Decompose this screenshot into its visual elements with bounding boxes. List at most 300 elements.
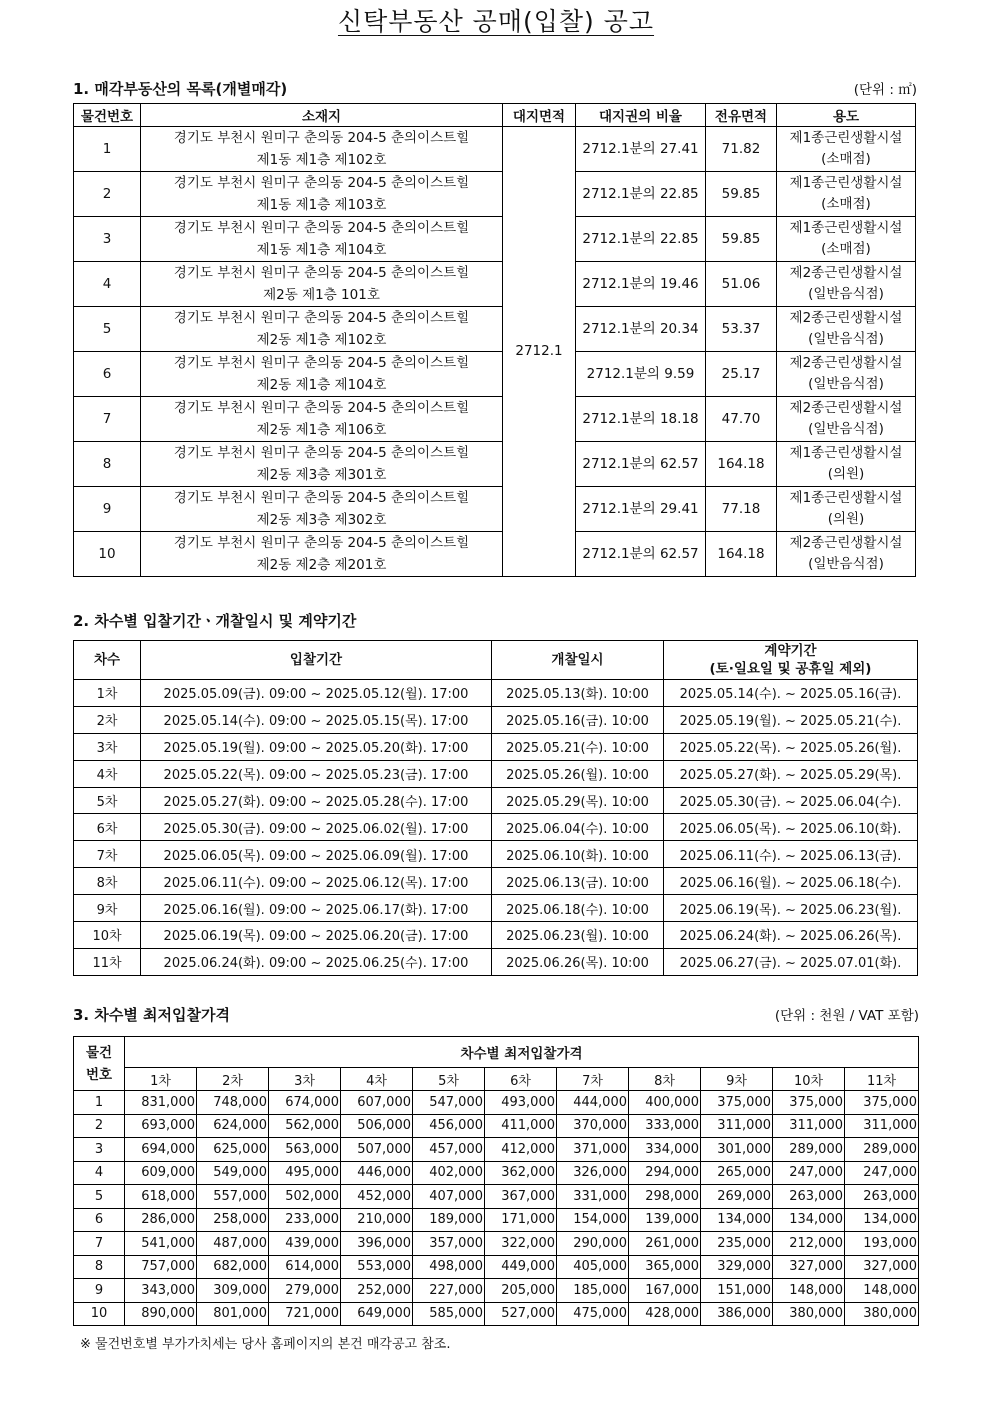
item-number: 2 bbox=[74, 1114, 125, 1138]
round-cell: 6차 bbox=[74, 814, 141, 841]
price-cell: 167,000 bbox=[629, 1279, 701, 1303]
page-title: 신탁부동산 공매(입찰) 공고 bbox=[337, 7, 655, 36]
price-cell: 309,000 bbox=[197, 1279, 269, 1303]
land-ratio-cell: 2712.1분의 20.34 bbox=[576, 307, 706, 352]
table-row bbox=[74, 787, 918, 814]
address-line1: 경기도 부천시 원미구 춘의동 204-5 춘의이스트힐 bbox=[173, 310, 470, 326]
header-cell: 물건번호 bbox=[74, 104, 141, 127]
price-cell: 154,000 bbox=[557, 1208, 629, 1232]
price-cell: 148,000 bbox=[773, 1279, 845, 1303]
table-row bbox=[74, 895, 918, 922]
use-cell bbox=[777, 487, 916, 532]
price-cell: 444,000 bbox=[557, 1091, 629, 1115]
price-cell: 375,000 bbox=[701, 1091, 773, 1115]
use-line1: 제2종근린생활시설 bbox=[789, 535, 903, 551]
table-row bbox=[74, 814, 918, 841]
address-cell bbox=[141, 532, 503, 577]
land-ratio-cell: 2712.1분의 18.18 bbox=[576, 397, 706, 442]
price-cell: 831,000 bbox=[125, 1091, 197, 1115]
address-line2: 제2동 제3층 제302호 bbox=[256, 512, 387, 528]
price-cell: 294,000 bbox=[629, 1161, 701, 1185]
use-cell bbox=[777, 397, 916, 442]
price-cell: 562,000 bbox=[269, 1114, 341, 1138]
use-line2: (일반음식점) bbox=[808, 421, 884, 437]
round-header-cell: 7차 bbox=[557, 1068, 629, 1091]
price-cell: 693,000 bbox=[125, 1114, 197, 1138]
table-row bbox=[74, 733, 918, 760]
use-line2: (의원) bbox=[827, 511, 865, 527]
address-line1: 경기도 부천시 원미구 춘의동 204-5 춘의이스트힐 bbox=[173, 265, 470, 281]
item-number: 10 bbox=[74, 1302, 125, 1326]
bid-cell: 2025.05.27(화). 09:00 ~ 2025.05.28(수). 17:00 bbox=[141, 787, 492, 814]
price-cell: 618,000 bbox=[125, 1185, 197, 1209]
price-cell: 649,000 bbox=[341, 1302, 413, 1326]
contract-cell: 2025.05.22(목). ~ 2025.05.26(월). bbox=[664, 733, 918, 760]
header-cell: 소재지 bbox=[141, 104, 503, 127]
address-cell bbox=[141, 262, 503, 307]
price-cell: 371,000 bbox=[557, 1138, 629, 1162]
exclusive-area-cell: 77.18 bbox=[706, 487, 777, 532]
price-cell: 227,000 bbox=[413, 1279, 485, 1303]
price-cell: 367,000 bbox=[485, 1185, 557, 1209]
header-contract-label: 계약기간 bbox=[764, 643, 817, 659]
address-line1: 경기도 부천시 원미구 춘의동 204-5 춘의이스트힐 bbox=[173, 400, 470, 416]
table-row bbox=[74, 1185, 919, 1209]
table-row bbox=[74, 217, 916, 262]
round-header-cell: 6차 bbox=[485, 1068, 557, 1091]
price-cell: 502,000 bbox=[269, 1185, 341, 1209]
contract-cell: 2025.05.27(화). ~ 2025.05.29(목). bbox=[664, 760, 918, 787]
table-row bbox=[74, 262, 916, 307]
use-cell bbox=[777, 172, 916, 217]
address-cell bbox=[141, 487, 503, 532]
address-line1: 경기도 부천시 원미구 춘의동 204-5 춘의이스트힐 bbox=[173, 355, 470, 371]
price-cell: 289,000 bbox=[773, 1138, 845, 1162]
schedule-table bbox=[73, 640, 918, 976]
property-list-table bbox=[73, 103, 916, 577]
table-row bbox=[74, 442, 916, 487]
price-cell: 247,000 bbox=[845, 1161, 919, 1185]
use-cell bbox=[777, 262, 916, 307]
price-cell: 801,000 bbox=[197, 1302, 269, 1326]
price-cell: 412,000 bbox=[485, 1138, 557, 1162]
item-number: 2 bbox=[74, 172, 141, 217]
use-line1: 제1종근린생활시설 bbox=[789, 220, 903, 236]
address-cell bbox=[141, 217, 503, 262]
round-cell: 10차 bbox=[74, 922, 141, 949]
price-cell: 721,000 bbox=[269, 1302, 341, 1326]
address-cell bbox=[141, 307, 503, 352]
price-cell: 139,000 bbox=[629, 1208, 701, 1232]
land-ratio-cell: 2712.1분의 27.41 bbox=[576, 127, 706, 172]
header-opening: 개찰일시 bbox=[492, 641, 664, 680]
price-cell: 247,000 bbox=[773, 1161, 845, 1185]
table-row bbox=[74, 1161, 919, 1185]
contract-cell: 2025.06.11(수). ~ 2025.06.13(금). bbox=[664, 841, 918, 868]
round-header-cell: 9차 bbox=[701, 1068, 773, 1091]
price-cell: 475,000 bbox=[557, 1302, 629, 1326]
price-cell: 609,000 bbox=[125, 1161, 197, 1185]
price-cell: 380,000 bbox=[773, 1302, 845, 1326]
address-cell bbox=[141, 172, 503, 217]
land-ratio-cell: 2712.1분의 9.59 bbox=[576, 352, 706, 397]
round-cell: 11차 bbox=[74, 948, 141, 975]
table-row bbox=[74, 1208, 919, 1232]
price-cell: 553,000 bbox=[341, 1255, 413, 1279]
price-cell: 446,000 bbox=[341, 1161, 413, 1185]
exclusive-area-cell: 47.70 bbox=[706, 397, 777, 442]
vat-note: ※ 물건번호별 부가가치세는 당사 홈페이지의 본건 매각공고 참조. bbox=[80, 1337, 451, 1352]
use-cell bbox=[777, 442, 916, 487]
table-row bbox=[74, 532, 916, 577]
item-number: 5 bbox=[74, 1185, 125, 1209]
round-cell: 3차 bbox=[74, 733, 141, 760]
use-line2: (일반음식점) bbox=[808, 286, 884, 302]
round-cell: 5차 bbox=[74, 787, 141, 814]
bid-cell: 2025.05.19(월). 09:00 ~ 2025.05.20(화). 17:00 bbox=[141, 733, 492, 760]
address-line2: 제2동 제2층 제201호 bbox=[256, 557, 387, 573]
land-ratio-cell: 2712.1분의 62.57 bbox=[576, 532, 706, 577]
price-cell: 682,000 bbox=[197, 1255, 269, 1279]
use-cell bbox=[777, 352, 916, 397]
use-cell bbox=[777, 307, 916, 352]
contract-cell: 2025.06.27(금). ~ 2025.07.01(화). bbox=[664, 948, 918, 975]
price-cell: 311,000 bbox=[773, 1114, 845, 1138]
price-cell: 311,000 bbox=[701, 1114, 773, 1138]
use-cell bbox=[777, 217, 916, 262]
item-number: 8 bbox=[74, 1255, 125, 1279]
address-cell bbox=[141, 127, 503, 172]
price-cell: 331,000 bbox=[557, 1185, 629, 1209]
bid-cell: 2025.05.14(수). 09:00 ~ 2025.05.15(목). 17:00 bbox=[141, 706, 492, 733]
table-row bbox=[74, 1114, 919, 1138]
price-cell: 134,000 bbox=[701, 1208, 773, 1232]
header-cell: 대지면적 bbox=[503, 104, 576, 127]
price-cell: 607,000 bbox=[341, 1091, 413, 1115]
use-line2: (일반음식점) bbox=[808, 331, 884, 347]
open-cell: 2025.05.13(화). 10:00 bbox=[492, 680, 664, 707]
address-line1: 경기도 부천시 원미구 춘의동 204-5 춘의이스트힐 bbox=[173, 175, 470, 191]
price-cell: 370,000 bbox=[557, 1114, 629, 1138]
contract-cell: 2025.06.16(월). ~ 2025.06.18(수). bbox=[664, 868, 918, 895]
price-cell: 322,000 bbox=[485, 1232, 557, 1256]
price-cell: 452,000 bbox=[341, 1185, 413, 1209]
price-cell: 405,000 bbox=[557, 1255, 629, 1279]
address-line1: 경기도 부천시 원미구 춘의동 204-5 춘의이스트힐 bbox=[173, 490, 470, 506]
round-header-cell: 1차 bbox=[125, 1068, 197, 1091]
land-ratio-cell: 2712.1분의 22.85 bbox=[576, 172, 706, 217]
open-cell: 2025.06.13(금). 10:00 bbox=[492, 868, 664, 895]
open-cell: 2025.05.29(목). 10:00 bbox=[492, 787, 664, 814]
min-price-table bbox=[73, 1036, 919, 1326]
exclusive-area-cell: 164.18 bbox=[706, 532, 777, 577]
address-line2: 제2동 제1층 제102호 bbox=[256, 332, 387, 348]
price-cell: 407,000 bbox=[413, 1185, 485, 1209]
contract-cell: 2025.06.19(목). ~ 2025.06.23(월). bbox=[664, 895, 918, 922]
price-cell: 263,000 bbox=[773, 1185, 845, 1209]
address-line2: 제2동 제3층 제301호 bbox=[256, 467, 387, 483]
land-ratio-cell: 2712.1분의 62.57 bbox=[576, 442, 706, 487]
land-ratio-cell: 2712.1분의 22.85 bbox=[576, 217, 706, 262]
price-cell: 263,000 bbox=[845, 1185, 919, 1209]
price-cell: 386,000 bbox=[701, 1302, 773, 1326]
price-cell: 411,000 bbox=[485, 1114, 557, 1138]
price-cell: 279,000 bbox=[269, 1279, 341, 1303]
round-header-cell: 8차 bbox=[629, 1068, 701, 1091]
price-cell: 252,000 bbox=[341, 1279, 413, 1303]
table-row bbox=[74, 1279, 919, 1303]
exclusive-area-cell: 71.82 bbox=[706, 127, 777, 172]
item-number: 5 bbox=[74, 307, 141, 352]
table-row bbox=[74, 1255, 919, 1279]
address-line1: 경기도 부천시 원미구 춘의동 204-5 춘의이스트힐 bbox=[173, 535, 470, 551]
round-cell: 8차 bbox=[74, 868, 141, 895]
use-line2: (소매점) bbox=[821, 151, 871, 167]
round-cell: 9차 bbox=[74, 895, 141, 922]
address-line2: 제2동 제1층 제104호 bbox=[256, 377, 387, 393]
price-cell: 493,000 bbox=[485, 1091, 557, 1115]
contract-cell: 2025.05.14(수). ~ 2025.05.16(금). bbox=[664, 680, 918, 707]
use-line1: 제1종근린생활시설 bbox=[789, 130, 903, 146]
land-ratio-cell: 2712.1분의 29.41 bbox=[576, 487, 706, 532]
bid-cell: 2025.06.05(목). 09:00 ~ 2025.06.09(월). 17:00 bbox=[141, 841, 492, 868]
table-header-row bbox=[74, 641, 918, 680]
price-cell: 547,000 bbox=[413, 1091, 485, 1115]
price-cell: 189,000 bbox=[413, 1208, 485, 1232]
use-line1: 제2종근린생활시설 bbox=[789, 310, 903, 326]
round-cell: 1차 bbox=[74, 680, 141, 707]
price-cell: 507,000 bbox=[341, 1138, 413, 1162]
price-cell: 258,000 bbox=[197, 1208, 269, 1232]
use-line1: 제2종근린생활시설 bbox=[789, 355, 903, 371]
use-line2: (소매점) bbox=[821, 241, 871, 257]
table-row bbox=[74, 1302, 919, 1326]
table-row bbox=[74, 680, 918, 707]
price-cell: 748,000 bbox=[197, 1091, 269, 1115]
price-cell: 134,000 bbox=[845, 1208, 919, 1232]
table-row bbox=[74, 307, 916, 352]
price-cell: 428,000 bbox=[629, 1302, 701, 1326]
price-cell: 527,000 bbox=[485, 1302, 557, 1326]
item-number: 1 bbox=[74, 127, 141, 172]
use-line1: 제2종근린생활시설 bbox=[789, 400, 903, 416]
bid-cell: 2025.05.22(목). 09:00 ~ 2025.05.23(금). 17:00 bbox=[141, 760, 492, 787]
price-cell: 457,000 bbox=[413, 1138, 485, 1162]
header-round: 차수 bbox=[74, 641, 141, 680]
item-number: 10 bbox=[74, 532, 141, 577]
price-cell: 334,000 bbox=[629, 1138, 701, 1162]
header-price-group: 차수별 최저입찰가격 bbox=[125, 1037, 919, 1068]
use-line1: 제1종근린생활시설 bbox=[789, 445, 903, 461]
open-cell: 2025.06.18(수). 10:00 bbox=[492, 895, 664, 922]
price-cell: 396,000 bbox=[341, 1232, 413, 1256]
table-header-row bbox=[74, 104, 916, 127]
address-line1: 경기도 부천시 원미구 춘의동 204-5 춘의이스트힐 bbox=[173, 130, 470, 146]
address-line2: 제1동 제1층 제103호 bbox=[256, 197, 387, 213]
table-row bbox=[74, 922, 918, 949]
price-cell: 757,000 bbox=[125, 1255, 197, 1279]
price-cell: 694,000 bbox=[125, 1138, 197, 1162]
exclusive-area-cell: 59.85 bbox=[706, 217, 777, 262]
price-cell: 614,000 bbox=[269, 1255, 341, 1279]
contract-cell: 2025.06.24(화). ~ 2025.06.26(목). bbox=[664, 922, 918, 949]
round-header-cell: 2차 bbox=[197, 1068, 269, 1091]
use-cell bbox=[777, 532, 916, 577]
price-cell: 449,000 bbox=[485, 1255, 557, 1279]
header-cell: 대지권의 비율 bbox=[576, 104, 706, 127]
table-row bbox=[74, 948, 918, 975]
item-number: 4 bbox=[74, 1161, 125, 1185]
address-line2: 제2동 제1층 제106호 bbox=[256, 422, 387, 438]
header-contract-period bbox=[664, 641, 918, 680]
price-cell: 329,000 bbox=[701, 1255, 773, 1279]
price-cell: 134,000 bbox=[773, 1208, 845, 1232]
address-line1: 경기도 부천시 원미구 춘의동 204-5 춘의이스트힐 bbox=[173, 220, 470, 236]
table-row bbox=[74, 127, 916, 172]
price-cell: 439,000 bbox=[269, 1232, 341, 1256]
price-cell: 487,000 bbox=[197, 1232, 269, 1256]
item-number: 7 bbox=[74, 1232, 125, 1256]
contract-cell: 2025.06.05(목). ~ 2025.06.10(화). bbox=[664, 814, 918, 841]
address-line1: 경기도 부천시 원미구 춘의동 204-5 춘의이스트힐 bbox=[173, 445, 470, 461]
open-cell: 2025.05.16(금). 10:00 bbox=[492, 706, 664, 733]
header-cell: 전유면적 bbox=[706, 104, 777, 127]
section3-unit: (단위 : 천원 / VAT 포함) bbox=[774, 1008, 919, 1024]
header-item-no-line1: 물건 bbox=[85, 1044, 113, 1061]
address-cell bbox=[141, 442, 503, 487]
land-area-cell: 2712.1 bbox=[503, 127, 576, 577]
section1-unit: (단위 : ㎡) bbox=[853, 82, 917, 98]
price-cell: 365,000 bbox=[629, 1255, 701, 1279]
bid-cell: 2025.06.11(수). 09:00 ~ 2025.06.12(목). 17:00 bbox=[141, 868, 492, 895]
price-cell: 171,000 bbox=[485, 1208, 557, 1232]
table-row bbox=[74, 1138, 919, 1162]
open-cell: 2025.05.26(월). 10:00 bbox=[492, 760, 664, 787]
price-cell: 380,000 bbox=[845, 1302, 919, 1326]
land-ratio-cell: 2712.1분의 19.46 bbox=[576, 262, 706, 307]
item-number: 7 bbox=[74, 397, 141, 442]
contract-cell: 2025.05.19(월). ~ 2025.05.21(수). bbox=[664, 706, 918, 733]
use-cell bbox=[777, 127, 916, 172]
section3-heading: 3. 차수별 최저입찰가격 (단위 : 천원 / VAT 포함) bbox=[73, 1006, 919, 1024]
price-cell: 233,000 bbox=[269, 1208, 341, 1232]
price-cell: 541,000 bbox=[125, 1232, 197, 1256]
price-cell: 357,000 bbox=[413, 1232, 485, 1256]
open-cell: 2025.05.21(수). 10:00 bbox=[492, 733, 664, 760]
price-cell: 585,000 bbox=[413, 1302, 485, 1326]
open-cell: 2025.06.04(수). 10:00 bbox=[492, 814, 664, 841]
price-cell: 151,000 bbox=[701, 1279, 773, 1303]
table-row bbox=[74, 868, 918, 895]
price-cell: 185,000 bbox=[557, 1279, 629, 1303]
property-list-body bbox=[74, 127, 916, 577]
table-row bbox=[74, 1091, 919, 1115]
round-cell: 7차 bbox=[74, 841, 141, 868]
price-cell: 625,000 bbox=[197, 1138, 269, 1162]
price-cell: 456,000 bbox=[413, 1114, 485, 1138]
section2-heading: 2. 차수별 입찰기간ㆍ개찰일시 및 계약기간 bbox=[73, 612, 357, 630]
bid-cell: 2025.06.19(목). 09:00 ~ 2025.06.20(금). 17:00 bbox=[141, 922, 492, 949]
price-cell: 326,000 bbox=[557, 1161, 629, 1185]
use-line1: 제1종근린생활시설 bbox=[789, 490, 903, 506]
price-cell: 674,000 bbox=[269, 1091, 341, 1115]
schedule-body bbox=[74, 680, 918, 976]
use-line2: (일반음식점) bbox=[808, 556, 884, 572]
exclusive-area-cell: 164.18 bbox=[706, 442, 777, 487]
price-cell: 333,000 bbox=[629, 1114, 701, 1138]
price-cell: 375,000 bbox=[773, 1091, 845, 1115]
price-cell: 624,000 bbox=[197, 1114, 269, 1138]
table-row bbox=[74, 487, 916, 532]
use-line2: (소매점) bbox=[821, 196, 871, 212]
item-number: 8 bbox=[74, 442, 141, 487]
price-cell: 563,000 bbox=[269, 1138, 341, 1162]
price-cell: 400,000 bbox=[629, 1091, 701, 1115]
table-header-row bbox=[74, 1037, 919, 1068]
price-cell: 193,000 bbox=[845, 1232, 919, 1256]
use-line2: (일반음식점) bbox=[808, 376, 884, 392]
price-cell: 557,000 bbox=[197, 1185, 269, 1209]
price-cell: 311,000 bbox=[845, 1114, 919, 1138]
contract-cell: 2025.05.30(금). ~ 2025.06.04(수). bbox=[664, 787, 918, 814]
item-number: 3 bbox=[74, 1138, 125, 1162]
round-header-cell: 10차 bbox=[773, 1068, 845, 1091]
section1-heading: 1. 매각부동산의 목록(개별매각) (단위 : ㎡) bbox=[73, 80, 917, 98]
price-cell: 289,000 bbox=[845, 1138, 919, 1162]
bid-cell: 2025.06.16(월). 09:00 ~ 2025.06.17(화). 17:00 bbox=[141, 895, 492, 922]
item-number: 6 bbox=[74, 352, 141, 397]
price-cell: 205,000 bbox=[485, 1279, 557, 1303]
exclusive-area-cell: 51.06 bbox=[706, 262, 777, 307]
price-cell: 506,000 bbox=[341, 1114, 413, 1138]
price-cell: 298,000 bbox=[629, 1185, 701, 1209]
round-header-cell: 11차 bbox=[845, 1068, 919, 1091]
item-number: 3 bbox=[74, 217, 141, 262]
address-line2: 제1동 제1층 제102호 bbox=[256, 152, 387, 168]
use-line1: 제1종근린생활시설 bbox=[789, 175, 903, 191]
use-line2: (의원) bbox=[827, 466, 865, 482]
table-row bbox=[74, 706, 918, 733]
price-cell: 327,000 bbox=[773, 1255, 845, 1279]
header-contract-note: (토·일요일 및 공휴일 제외) bbox=[709, 661, 872, 677]
price-cell: 235,000 bbox=[701, 1232, 773, 1256]
round-cell: 4차 bbox=[74, 760, 141, 787]
price-cell: 265,000 bbox=[701, 1161, 773, 1185]
price-cell: 286,000 bbox=[125, 1208, 197, 1232]
round-cell: 2차 bbox=[74, 706, 141, 733]
table-row bbox=[74, 352, 916, 397]
bid-cell: 2025.06.24(화). 09:00 ~ 2025.06.25(수). 17:00 bbox=[141, 948, 492, 975]
open-cell: 2025.06.10(화). 10:00 bbox=[492, 841, 664, 868]
price-cell: 290,000 bbox=[557, 1232, 629, 1256]
header-bid-period: 입찰기간 bbox=[141, 641, 492, 680]
price-cell: 269,000 bbox=[701, 1185, 773, 1209]
header-item-no bbox=[74, 1037, 125, 1091]
address-cell bbox=[141, 397, 503, 442]
item-number: 9 bbox=[74, 487, 141, 532]
price-cell: 301,000 bbox=[701, 1138, 773, 1162]
address-line2: 제1동 제1층 제104호 bbox=[256, 242, 387, 258]
round-header-cell: 4차 bbox=[341, 1068, 413, 1091]
open-cell: 2025.06.26(목). 10:00 bbox=[492, 948, 664, 975]
table-row bbox=[74, 397, 916, 442]
exclusive-area-cell: 53.37 bbox=[706, 307, 777, 352]
bid-cell: 2025.05.30(금). 09:00 ~ 2025.06.02(월). 17:00 bbox=[141, 814, 492, 841]
address-cell bbox=[141, 352, 503, 397]
price-cell: 148,000 bbox=[845, 1279, 919, 1303]
round-header-cell: 3차 bbox=[269, 1068, 341, 1091]
open-cell: 2025.06.23(월). 10:00 bbox=[492, 922, 664, 949]
